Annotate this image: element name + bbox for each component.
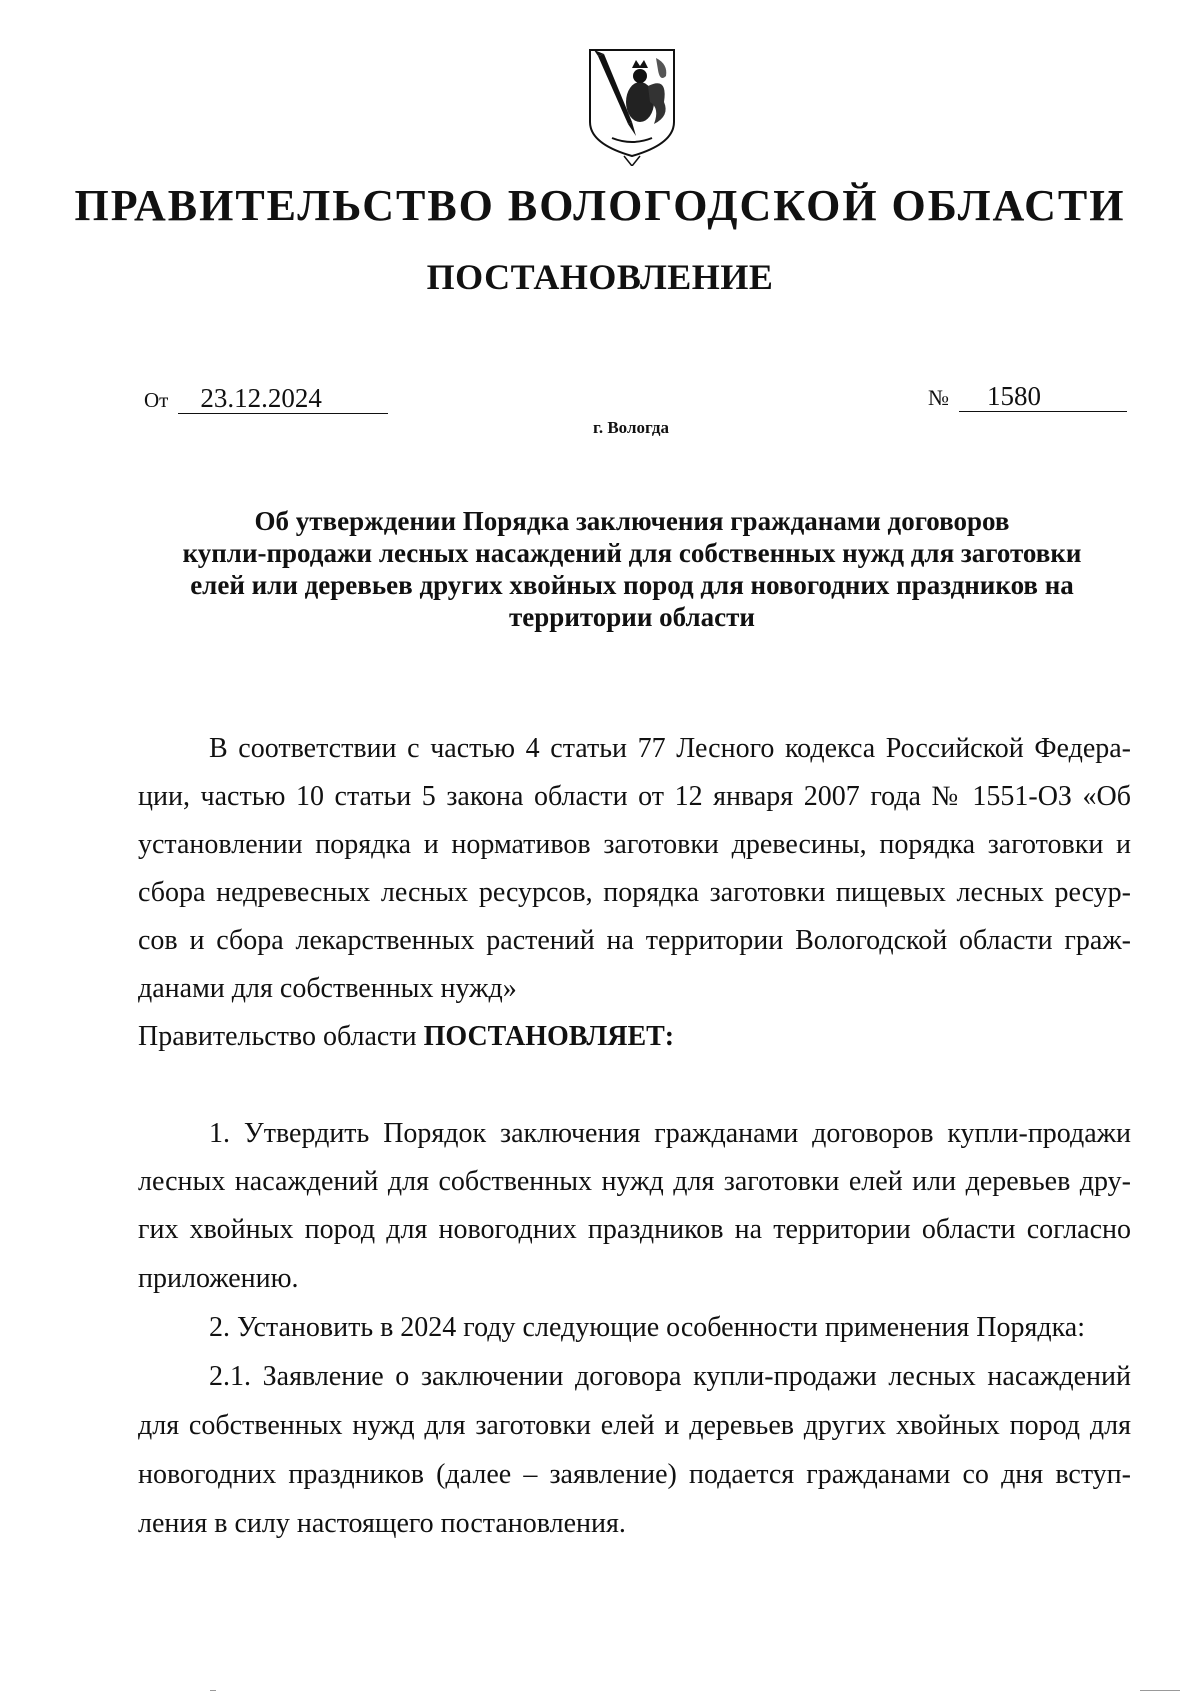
document-number [928, 381, 1127, 412]
document-subject [150, 505, 1114, 633]
item-line: 1. Утвердить Порядок заключения гражданами договоров купли-продажи [209, 1118, 1131, 1149]
subject-line: Об утверждении Порядка заключения гражданами договоров [254, 506, 1010, 536]
item-line: лесных насаждений для собственных нужд для заготовки елей или деревьев дру- [138, 1166, 1131, 1197]
government-title: ПРАВИТЕЛЬСТВО ВОЛОГОДСКОЙ ОБЛАСТИ [74, 181, 1126, 230]
date-value: 23.12.2024 [178, 383, 388, 414]
coat-of-arms-emblem [584, 46, 680, 166]
date-prefix: От [144, 388, 169, 412]
resolves-line [138, 1021, 1131, 1053]
preamble-line: ции, частью 10 статьи 5 закона области от 12 января 2007 года № 1551-ОЗ «Об [138, 781, 1131, 812]
preamble-line: установлении порядка и нормативов заготовки древесины, порядка заготовки и [138, 829, 1131, 860]
city-label: г. Вологда [593, 418, 669, 437]
resolves-lead: Правительство области [138, 1021, 424, 1052]
document-type-title: ПОСТАНОВЛЕНИЕ [426, 257, 774, 297]
number-prefix: № [928, 385, 949, 410]
item-line: ления в силу настоящего постановления. [138, 1508, 626, 1539]
resolves-keyword: ПОСТАНОВЛЯЕТ: [423, 1021, 675, 1052]
subject-line: купли-продажи лесных насаждений для собственных нужд для заготовки [182, 538, 1082, 568]
document-date [144, 383, 388, 414]
scan-mark [210, 1690, 216, 1691]
preamble-line: В соответствии с частью 4 статьи 77 Лесного кодекса Российской Федера- [209, 733, 1131, 764]
item-line: для собственных нужд для заготовки елей и деревьев других хвойных пород для [138, 1410, 1131, 1441]
scan-mark [1140, 1690, 1180, 1691]
preamble-line: сов и сбора лекарственных растений на территории Вологодской области граж- [138, 925, 1131, 956]
number-value: 1580 [959, 381, 1127, 412]
subject-line: елей или деревьев других хвойных пород для новогодних праздников на [190, 570, 1074, 600]
item-line: 2. Установить в 2024 году следующие особенности применения Порядка: [209, 1312, 1085, 1343]
item-line: новогодних праздников (далее – заявление) подается гражданами со дня вступ- [138, 1459, 1131, 1490]
item-line: гих хвойных пород для новогодних праздников на территории области согласно [138, 1214, 1131, 1245]
preamble-line: данами для собственных нужд» [138, 973, 517, 1004]
preamble-line: сбора недревесных лесных ресурсов, порядка заготовки пищевых лесных ресур- [138, 877, 1131, 908]
subject-line: территории области [509, 602, 755, 632]
item-line: 2.1. Заявление о заключении договора купли-продажи лесных насаждений [209, 1361, 1131, 1392]
item-line: приложению. [138, 1263, 299, 1294]
